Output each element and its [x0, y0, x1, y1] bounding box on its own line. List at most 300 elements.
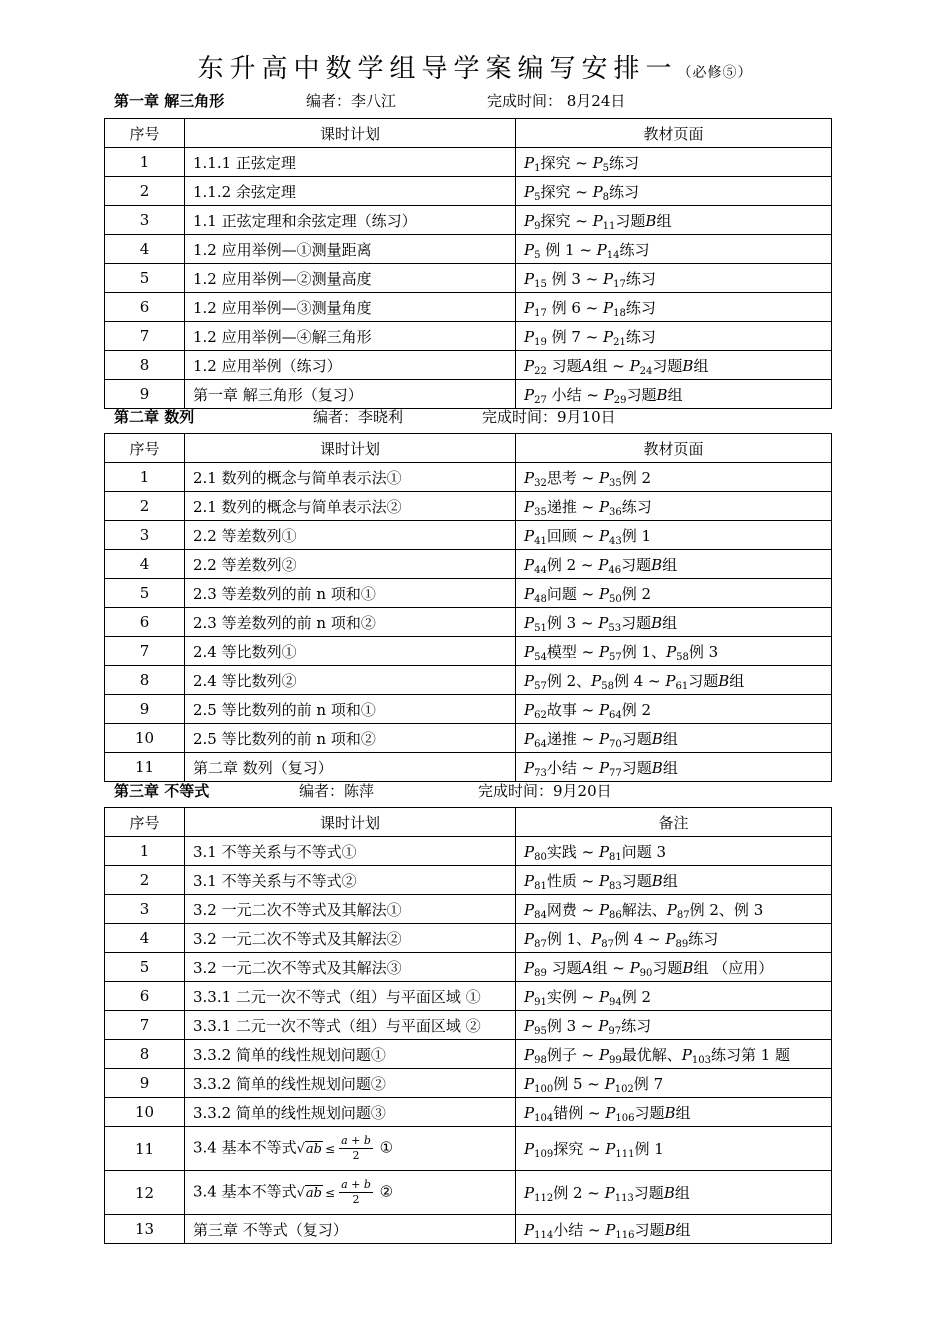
page-letter: P [524, 584, 535, 603]
lesson-plan-cell [185, 695, 516, 724]
row-number: 6 [105, 293, 185, 322]
page-letter: P [524, 1103, 535, 1122]
page-number: 9 [534, 220, 541, 232]
page-number: 5 [534, 249, 541, 261]
lesson-plan-text: 2.4 等比数列② [193, 671, 297, 690]
table-row [105, 695, 832, 724]
page-letter: P [598, 642, 610, 661]
page-number: 87 [676, 909, 690, 921]
textbook-page-cell [516, 608, 832, 637]
page-number: 57 [609, 651, 622, 663]
page-letter: P [524, 958, 535, 977]
group-letter: B [656, 385, 668, 404]
lesson-plan-text: 3.4 基本不等式 [193, 1182, 297, 1201]
textbook-page-cell [516, 235, 832, 264]
fraction [339, 1178, 373, 1207]
page-text: 递推 ~ [546, 497, 599, 516]
page-letter: P [666, 642, 677, 661]
page-text: 习题 [634, 1220, 665, 1239]
page-number: 102 [614, 1083, 634, 1095]
page-text: 组 [662, 871, 678, 890]
group-letter: B [682, 958, 694, 977]
page-text: 例 4 ~ [613, 671, 666, 690]
page-letter: P [629, 356, 640, 375]
table-row [105, 724, 832, 753]
group-letter: A [581, 958, 593, 977]
page-letter: P [598, 729, 610, 748]
page-number: 81 [534, 880, 547, 892]
page-text: 例 4 ~ [613, 929, 666, 948]
textbook-page-cell [516, 953, 832, 982]
page-text: 小结 ~ [546, 758, 599, 777]
header-number: 序号 [105, 434, 185, 463]
page-letter: P [524, 269, 535, 288]
row-number: 2 [105, 492, 185, 521]
chapter-deadline: 完成时间：9月20日 [478, 782, 612, 800]
page-text: 问题 ~ [546, 584, 599, 603]
page-number: 81 [609, 851, 622, 863]
textbook-page-cell [516, 521, 832, 550]
page-text: 例 7 [633, 1074, 664, 1093]
page-text: 探究 ~ [540, 182, 593, 201]
row-number: 10 [105, 1098, 185, 1127]
textbook-page-cell [516, 293, 832, 322]
page-text: 问题 3 [621, 842, 667, 861]
lesson-plan-text: 3.3.2 简单的线性规划问题② [193, 1074, 386, 1093]
lesson-mark: ② [379, 1182, 394, 1201]
table-row [105, 953, 832, 982]
page-letter: P [598, 584, 610, 603]
table-row [105, 637, 832, 666]
le-sign: ≤ [325, 1141, 336, 1156]
page-text: 组 [662, 758, 678, 777]
row-number: 2 [105, 866, 185, 895]
page-number: 14 [606, 249, 620, 261]
page-number: 18 [613, 307, 626, 319]
page-letter: P [603, 385, 614, 404]
le-sign: ≤ [325, 1185, 336, 1200]
lesson-mark: ① [379, 1138, 394, 1157]
textbook-page-cell [516, 753, 832, 782]
fraction-numerator: a + b [341, 1134, 371, 1147]
page-text: 组 [667, 385, 683, 404]
title-main: 东升高中数学组导学案编写安排一 [197, 54, 678, 84]
chapter-deadline: 完成时间：9月10日 [482, 408, 616, 426]
page-number: 58 [676, 651, 689, 663]
page-number: 29 [613, 394, 627, 406]
page-letter: P [605, 1140, 616, 1158]
page-letter: P [524, 613, 535, 632]
lesson-plan-text: 2.1 数列的概念与简单表示法① [193, 468, 402, 487]
textbook-page-cell [516, 579, 832, 608]
table-row [105, 380, 832, 409]
page-text: 练习 [609, 182, 640, 201]
lesson-plan-text: 3.2 一元二次不等式及其解法② [193, 929, 402, 948]
page-number: 94 [609, 996, 622, 1008]
page-letter: P [524, 871, 535, 890]
page-letter: P [605, 1220, 616, 1239]
chapter-title: 第二章 数列 [114, 408, 195, 426]
page-number: 97 [608, 1025, 622, 1037]
page-text: 最优解、 [621, 1045, 682, 1064]
row-number: 1 [105, 148, 185, 177]
lesson-plan-text: 1.2 应用举例—③测量角度 [193, 298, 372, 317]
lesson-plan-text: 1.1.1 正弦定理 [193, 153, 296, 172]
page-text: 习题 [626, 385, 657, 404]
page-number: 19 [534, 336, 547, 348]
page-text: 练习 [625, 298, 656, 317]
page-letter: P [598, 1045, 610, 1064]
row-number: 3 [105, 521, 185, 550]
page-number: 73 [534, 767, 547, 779]
page-text: 解法、 [621, 900, 667, 919]
page-text: 例 1、 [546, 929, 592, 948]
page-number: 51 [534, 622, 547, 634]
page-number: 104 [534, 1112, 554, 1124]
page-text: 模型 ~ [546, 642, 599, 661]
page-text: 习题 [621, 729, 652, 748]
lesson-plan-text: 1.1.2 余弦定理 [193, 182, 296, 201]
textbook-page-cell [516, 492, 832, 521]
lesson-plan-text: 2.3 等差数列的前 n 项和① [193, 584, 376, 603]
lesson-plan-cell [185, 982, 516, 1011]
page-text: 习题 [621, 613, 652, 632]
lesson-plan-cell [185, 550, 516, 579]
page-number: 36 [609, 506, 622, 518]
page-number: 64 [609, 709, 622, 721]
textbook-page-cell [516, 550, 832, 579]
page-number: 89 [534, 967, 547, 979]
page-text: 习题 [621, 871, 652, 890]
row-number: 9 [105, 380, 185, 409]
header-lesson-plan: 课时计划 [185, 434, 516, 463]
textbook-page-cell [516, 1069, 832, 1098]
row-number: 8 [105, 666, 185, 695]
page-text: 例 3 [688, 642, 719, 661]
page-text: 组 [662, 729, 678, 748]
textbook-page-cell [516, 1011, 832, 1040]
page-letter: P [524, 240, 535, 259]
page-number: 41 [534, 535, 547, 547]
lesson-plan-cell [185, 235, 516, 264]
page-text: 例 2 ~ [553, 1184, 605, 1202]
lesson-plan-cell [185, 380, 516, 409]
group-letter: B [651, 613, 663, 632]
table-row [105, 293, 832, 322]
group-letter: B [663, 1184, 675, 1202]
page-letter: P [524, 1045, 535, 1064]
lesson-plan-text: 2.4 等比数列① [193, 642, 297, 661]
page-text: 探究 ~ [553, 1140, 606, 1158]
page-letter: P [604, 1074, 615, 1093]
page-letter: P [524, 1016, 535, 1035]
lesson-plan-text: 2.5 等比数列的前 n 项和② [193, 729, 376, 748]
page-text: 例 2 [621, 987, 652, 1006]
page-number: 84 [534, 909, 547, 921]
page-letter: P [524, 1220, 535, 1239]
textbook-page-cell [516, 351, 832, 380]
page-letter: P [665, 671, 676, 690]
lesson-plan-text: 1.1 正弦定理和余弦定理（练习） [193, 211, 417, 230]
page-number: 113 [614, 1193, 634, 1204]
page-number: 54 [534, 651, 547, 663]
page-letter: P [524, 642, 535, 661]
textbook-page-cell [516, 837, 832, 866]
page-letter: P [524, 211, 535, 230]
page-text: 例 1 ~ [540, 240, 597, 259]
header-textbook-page: 教材页面 [516, 119, 832, 148]
page-text: 组 [729, 671, 745, 690]
page-number: 70 [609, 738, 622, 750]
page-text: 小结 ~ [546, 385, 604, 404]
page-number: 100 [534, 1083, 554, 1095]
page-text: 组 [662, 555, 678, 574]
page-letter: P [524, 153, 535, 172]
row-number: 11 [105, 753, 185, 782]
page-number: 90 [639, 967, 653, 979]
page-letter: P [524, 356, 535, 375]
lesson-plan-cell [185, 148, 516, 177]
page-number: 21 [613, 336, 626, 348]
table-row [105, 148, 832, 177]
page-number: 11 [602, 220, 616, 232]
table-row [105, 1069, 832, 1098]
lesson-plan-cell [185, 1098, 516, 1127]
page-text: 例 2 [621, 700, 652, 719]
textbook-page-cell [516, 637, 832, 666]
page-text: 例 3 ~ [546, 613, 599, 632]
page-number: 62 [534, 709, 547, 721]
page-number: 44 [534, 564, 547, 576]
lesson-plan-cell [185, 322, 516, 351]
textbook-page-cell [516, 264, 832, 293]
page-text: 实践 ~ [546, 842, 599, 861]
page-text: 习题 [633, 1184, 664, 1202]
page-letter: P [524, 729, 535, 748]
header-number: 序号 [105, 808, 185, 837]
page-number: 24 [639, 365, 653, 377]
lesson-plan-text: 1.2 应用举例—②测量高度 [193, 269, 372, 288]
table-row [105, 895, 832, 924]
row-number: 9 [105, 695, 185, 724]
textbook-page-cell [516, 148, 832, 177]
header-textbook-page: 教材页面 [516, 434, 832, 463]
chapter-title: 第三章 不等式 [114, 782, 210, 800]
lesson-plan-text: 3.4 基本不等式 [193, 1138, 297, 1157]
lesson-plan-cell [185, 753, 516, 782]
table-row [105, 463, 832, 492]
page-number: 103 [691, 1054, 711, 1066]
lesson-plan-text: 2.3 等差数列的前 n 项和② [193, 613, 376, 632]
row-number: 7 [105, 322, 185, 351]
lesson-plan-cell [185, 866, 516, 895]
page-number: 32 [534, 477, 547, 489]
chapter-3-table [104, 807, 832, 1244]
page-text: 例 2、 [546, 671, 592, 690]
table-row [105, 866, 832, 895]
row-number: 9 [105, 1069, 185, 1098]
page-text: 思考 ~ [546, 468, 599, 487]
row-number: 6 [105, 982, 185, 1011]
table-row [105, 666, 832, 695]
lesson-plan-text: 3.3.2 简单的线性规划问题③ [193, 1103, 386, 1122]
row-number: 5 [105, 953, 185, 982]
lesson-plan-text: 第一章 解三角形（复习） [193, 385, 363, 404]
lesson-plan-cell [185, 666, 516, 695]
page-text: 组 [656, 211, 672, 230]
page-number: 98 [534, 1054, 547, 1066]
page-text: 例 2 [621, 468, 652, 487]
page-text: 回顾 ~ [546, 526, 599, 545]
row-number: 8 [105, 351, 185, 380]
page-letter: P [598, 842, 610, 861]
page-number: 53 [608, 622, 622, 634]
page-letter: P [592, 153, 603, 172]
textbook-page-cell [516, 1127, 832, 1171]
page-number: 80 [534, 851, 547, 863]
chapter-title: 第一章 解三角形 [114, 92, 225, 110]
page-letter: P [603, 269, 614, 288]
table-row [105, 521, 832, 550]
row-number: 7 [105, 637, 185, 666]
group-letter: B [718, 671, 730, 690]
row-number: 8 [105, 1040, 185, 1069]
page-number: 17 [613, 278, 626, 290]
sqrt-expression: √ab [296, 1141, 322, 1157]
page-number: 91 [534, 996, 547, 1008]
page-text: 例 2 ~ [546, 555, 599, 574]
textbook-page-cell [516, 895, 832, 924]
page-text: 组 [662, 613, 678, 632]
header-number: 序号 [105, 119, 185, 148]
lesson-plan-text: 3.3.1 二元一次不等式（组）与平面区域 ② [193, 1016, 481, 1035]
page-letter: P [598, 900, 610, 919]
page-letter: P [592, 211, 603, 230]
page-letter: P [524, 526, 535, 545]
lesson-plan-cell [185, 837, 516, 866]
textbook-page-cell [516, 177, 832, 206]
lesson-plan-cell [185, 1011, 516, 1040]
page-letter: P [524, 468, 535, 487]
page-text: 练习 [688, 929, 719, 948]
page-number: 61 [675, 680, 689, 692]
table-row [105, 837, 832, 866]
page-text: 探究 ~ [540, 153, 593, 172]
page-number: 35 [609, 477, 622, 489]
chapter-editor: 编者：李晓利 [313, 408, 404, 426]
lesson-plan-text: 1.2 应用举例—④解三角形 [193, 327, 372, 346]
textbook-page-cell [516, 380, 832, 409]
lesson-plan-text: 3.2 一元二次不等式及其解法③ [193, 958, 402, 977]
title-subtitle: （必修⑤） [677, 65, 753, 81]
row-number: 5 [105, 264, 185, 293]
chapter-editor: 编者：陈萍 [299, 782, 375, 800]
page-number: 17 [534, 307, 547, 319]
page-number: 95 [534, 1025, 547, 1037]
lesson-plan-cell [185, 463, 516, 492]
page-letter: P [598, 871, 610, 890]
page-number: 15 [534, 278, 547, 290]
page-text: 网费 ~ [546, 900, 599, 919]
page-text: 例 3 ~ [546, 269, 604, 288]
page-text: 习题 [634, 1103, 665, 1122]
textbook-page-cell [516, 1215, 832, 1244]
row-number: 4 [105, 924, 185, 953]
table-row [105, 322, 832, 351]
row-number: 1 [105, 463, 185, 492]
lesson-plan-cell [185, 724, 516, 753]
page-letter: P [598, 758, 610, 777]
group-letter: B [651, 555, 663, 574]
page-text: 习题 [621, 555, 652, 574]
page-number: 5 [534, 191, 541, 203]
table-row [105, 982, 832, 1011]
page-text: 组 （应用） [693, 958, 774, 977]
lesson-plan-text: 2.2 等差数列① [193, 526, 297, 545]
lesson-plan-cell [185, 177, 516, 206]
page-letter: P [598, 497, 610, 516]
header-lesson-plan: 课时计划 [185, 119, 516, 148]
lesson-plan-cell [185, 206, 516, 235]
chapter-editor: 编者：李八江 [306, 92, 397, 110]
textbook-page-cell [516, 866, 832, 895]
page-letter: P [524, 671, 535, 690]
page-number: 116 [615, 1229, 635, 1241]
lesson-plan-cell [185, 1069, 516, 1098]
lesson-plan-text: 第二章 数列（复习） [193, 758, 333, 777]
lesson-plan-cell [185, 895, 516, 924]
page-letter: P [524, 385, 535, 404]
row-number: 3 [105, 206, 185, 235]
page-number: 106 [615, 1112, 635, 1124]
page-number: 87 [601, 938, 614, 950]
chapter-1-table [104, 118, 832, 409]
page-letter: P [598, 468, 610, 487]
page-number: 48 [534, 593, 547, 605]
page-text: 例 6 ~ [546, 298, 604, 317]
sqrt-radicand: ab [305, 1141, 322, 1157]
page-text: 组 [693, 356, 709, 375]
table-row [105, 1040, 832, 1069]
page-text: 递推 ~ [546, 729, 599, 748]
page-number: 77 [609, 767, 622, 779]
lesson-plan-text: 2.5 等比数列的前 n 项和① [193, 700, 376, 719]
page-number: 58 [601, 680, 614, 692]
table-row [105, 235, 832, 264]
page-letter: P [591, 671, 602, 690]
lesson-plan-cell [185, 492, 516, 521]
lesson-plan-text: 2.1 数列的概念与简单表示法② [193, 497, 402, 516]
page-letter: P [598, 526, 610, 545]
page-letter: P [524, 298, 535, 317]
page-text: 练习 [609, 153, 640, 172]
table-row [105, 579, 832, 608]
lesson-plan-text: 3.1 不等关系与不等式② [193, 871, 357, 890]
page-number: 87 [534, 938, 547, 950]
lesson-plan-cell [185, 953, 516, 982]
page-text: 探究 ~ [540, 211, 593, 230]
fraction-denominator: 2 [352, 1193, 360, 1206]
lesson-plan-cell [185, 1040, 516, 1069]
sqrt-expression: √ab [296, 1185, 322, 1201]
textbook-page-cell [516, 924, 832, 953]
page-letter: P [598, 555, 609, 574]
page-number: 89 [675, 938, 689, 950]
lesson-plan-cell [185, 579, 516, 608]
page-letter: P [524, 327, 535, 346]
lesson-plan-cell [185, 637, 516, 666]
page-number: 22 [534, 365, 547, 377]
